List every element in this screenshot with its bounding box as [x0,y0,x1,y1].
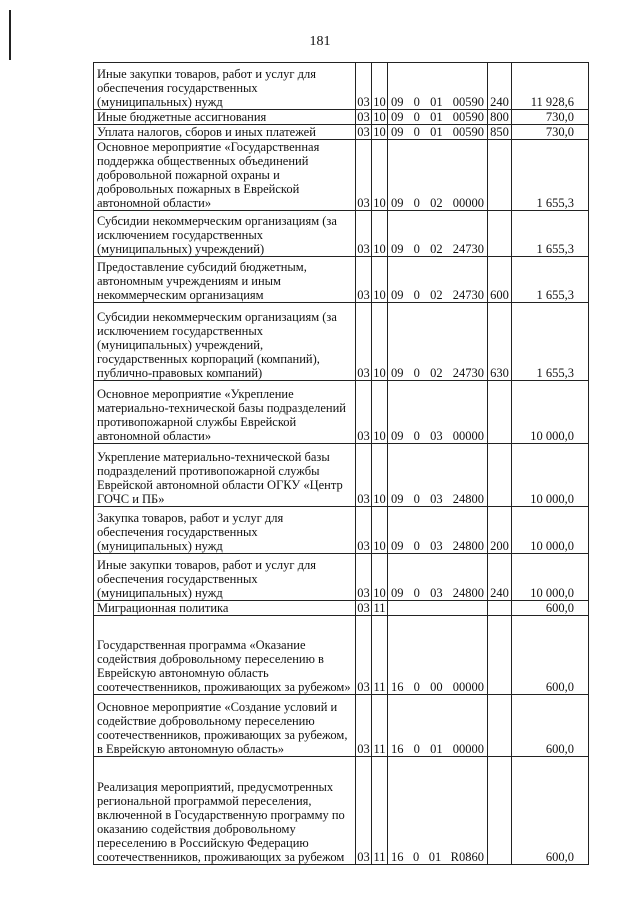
row-amount-text: 730,0 [545,125,574,139]
row-cs-program: 16 [391,680,404,694]
row-vr-text: 240 [490,586,509,600]
row-amount-text: 10 000,0 [530,539,574,553]
row-vr-text: 600 [490,288,509,302]
row-amount [512,381,589,444]
row-cs-program: 09 [391,586,404,600]
row-name-text: Иные бюджетные ассигнования [97,110,267,124]
row-rz [356,695,372,757]
row-vr [488,63,512,110]
row-rz [356,507,372,554]
row-pr-text: 10 [373,539,386,553]
table-row [94,695,589,757]
row-amount [512,601,589,616]
row-cs-direction: 24800 [452,586,484,600]
table-row [94,616,589,695]
row-name-text: Уплата налогов, сборов и иных платежей [97,125,316,139]
row-name-text: Субсидии некоммерческим организациям (за исключением государственных (муниципальных) учреждений) [97,214,337,256]
row-cs-direction: 24800 [452,539,484,553]
table-row [94,507,589,554]
row-vr [488,211,512,257]
row-pr-text: 10 [373,95,386,109]
row-pr [372,616,388,695]
row-rz [356,381,372,444]
row-pr-text: 10 [373,196,386,210]
row-cs-direction: 00590 [452,110,484,124]
row-rz [356,211,372,257]
row-cs-direction: 24730 [452,288,484,302]
row-cs-sub: 0 [413,110,420,124]
row-pr [372,601,388,616]
row-rz [356,63,372,110]
row-cs-event: 03 [430,492,443,506]
row-cs-event: 01 [430,742,443,756]
table-row [94,381,589,444]
row-amount [512,110,589,125]
row-cs-program: 09 [391,95,404,109]
row-cs-program: 09 [391,366,404,380]
row-pr-text: 11 [373,742,386,756]
row-target-code [388,303,488,381]
row-pr-text: 11 [373,680,386,694]
row-vr [488,381,512,444]
row-cs-program: 09 [391,125,404,139]
row-name-text: Основное мероприятие «Укрепление материально-технической базы подразделений противопожарной службы Еврейской автономной области» [97,387,346,443]
row-name [94,507,356,554]
row-rz [356,110,372,125]
row-cs-direction: R0860 [450,850,484,864]
row-cs-event: 03 [430,539,443,553]
row-cs-direction: 24730 [452,242,484,256]
row-target-code [388,125,488,140]
row-name [94,616,356,695]
row-pr [372,381,388,444]
table-row [94,554,589,601]
table-row [94,110,589,125]
row-rz [356,303,372,381]
row-cs-event: 02 [430,196,443,210]
row-rz-text: 03 [357,680,370,694]
row-cs-event: 01 [430,125,443,139]
row-amount-text: 600,0 [545,742,574,756]
row-pr [372,444,388,507]
row-rz-text: 03 [357,742,370,756]
budget-table [93,62,589,865]
table-row [94,140,589,211]
row-target-code [388,616,488,695]
row-amount [512,140,589,211]
row-target-code [388,695,488,757]
row-vr [488,507,512,554]
row-cs-sub: 0 [413,429,420,443]
row-name-text: Иные закупки товаров, работ и услуг для обеспечения государственных (муниципальных) нужд [97,67,317,109]
row-vr-text: 200 [490,539,509,553]
row-pr [372,554,388,601]
row-pr-text: 10 [373,492,386,506]
row-name [94,211,356,257]
table-row [94,601,589,616]
row-name-text: Реализация мероприятий, предусмотренных региональной программой переселения, включенной в Государственную программу по оказанию содействия добровольному переселению в Российскую Федерацию соотечественников, проживающих за рубежом [97,780,345,864]
row-name [94,554,356,601]
row-rz-text: 03 [357,366,370,380]
row-pr [372,695,388,757]
row-cs-sub: 0 [413,242,420,256]
row-name [94,381,356,444]
row-vr [488,110,512,125]
row-vr [488,554,512,601]
row-cs-sub: 0 [413,196,420,210]
row-pr-text: 11 [373,850,386,864]
row-cs-direction: 24730 [452,366,484,380]
row-amount-text: 730,0 [545,110,574,124]
row-rz [356,257,372,303]
table-row [94,757,589,865]
row-name-text: Основное мероприятие «Государственная поддержка общественных объединений добровольной пожарной охраны и добровольных пожарных в Еврейской автономной области» [97,140,320,210]
row-rz [356,616,372,695]
row-rz-text: 03 [357,586,370,600]
row-cs-sub: 0 [413,125,420,139]
row-pr-text: 10 [373,125,386,139]
budget-table-body [94,63,589,865]
row-amount [512,257,589,303]
row-vr-text: 630 [490,366,509,380]
row-pr-text: 11 [373,601,386,615]
row-cs-program: 09 [391,196,404,210]
row-target-code [388,110,488,125]
row-amount [512,444,589,507]
row-amount-text: 600,0 [545,850,574,864]
row-pr-text: 10 [373,288,386,302]
table-row [94,257,589,303]
row-vr [488,303,512,381]
row-cs-sub: 0 [413,539,420,553]
row-cs-program: 09 [391,242,404,256]
row-rz-text: 03 [357,539,370,553]
row-vr-text: 240 [490,95,509,109]
row-target-code [388,601,488,616]
row-cs-program: 09 [391,288,404,302]
row-cs-program: 09 [391,429,404,443]
row-vr [488,601,512,616]
row-cs-direction: 00000 [452,742,484,756]
row-cs-direction: 00000 [452,680,484,694]
row-cs-program: 09 [391,110,404,124]
row-cs-program: 16 [391,742,404,756]
row-name [94,140,356,211]
row-target-code [388,381,488,444]
row-rz [356,140,372,211]
table-row [94,63,589,110]
row-name-text: Предоставление субсидий бюджетным, автономным учреждениям и иным некоммерческим организациям [97,260,307,302]
row-cs-event: 01 [430,110,443,124]
row-name [94,125,356,140]
row-rz [356,554,372,601]
row-pr [372,303,388,381]
row-rz [356,757,372,865]
row-name-text: Субсидии некоммерческим организациям (за исключением государственных (муниципальных) учреждений, государственных корпораций (компаний), публично-правовых компаний) [97,310,337,380]
row-cs-direction: 24800 [452,492,484,506]
row-cs-direction: 00000 [452,429,484,443]
row-rz-text: 03 [357,601,370,615]
row-amount [512,695,589,757]
row-pr [372,63,388,110]
row-cs-event: 03 [430,429,443,443]
row-cs-event: 03 [430,586,443,600]
row-cs-event: 02 [430,288,443,302]
row-target-code [388,63,488,110]
row-rz-text: 03 [357,492,370,506]
row-cs-program: 09 [391,539,404,553]
row-vr-text: 800 [490,110,509,124]
row-target-code [388,507,488,554]
row-rz-text: 03 [357,95,370,109]
row-name [94,601,356,616]
row-pr-text: 10 [373,110,386,124]
row-rz [356,444,372,507]
row-pr-text: 10 [373,586,386,600]
row-amount [512,507,589,554]
row-cs-sub: 0 [413,586,420,600]
row-name [94,63,356,110]
table-row [94,125,589,140]
row-cs-direction: 00590 [452,95,484,109]
row-vr [488,757,512,865]
row-pr-text: 10 [373,242,386,256]
row-amount-text: 600,0 [545,601,574,615]
row-cs-event: 02 [430,366,443,380]
row-amount [512,125,589,140]
row-name [94,757,356,865]
row-cs-sub: 0 [413,742,420,756]
row-amount [512,757,589,865]
row-cs-event: 01 [428,850,442,864]
table-row [94,444,589,507]
row-pr [372,257,388,303]
row-pr [372,507,388,554]
row-name [94,110,356,125]
row-amount [512,554,589,601]
row-amount-text: 1 655,3 [536,242,574,256]
row-cs-event: 00 [430,680,443,694]
row-rz [356,125,372,140]
row-pr [372,757,388,865]
row-amount [512,303,589,381]
row-name [94,444,356,507]
row-amount-text: 11 928,6 [530,95,574,109]
row-cs-program: 09 [391,492,404,506]
row-rz-text: 03 [357,288,370,302]
row-amount-text: 1 655,3 [536,366,574,380]
row-rz-text: 03 [357,110,370,124]
row-vr [488,695,512,757]
row-pr-text: 10 [373,366,386,380]
row-vr [488,444,512,507]
row-target-code [388,211,488,257]
row-cs-direction: 00000 [452,196,484,210]
row-target-code [388,757,488,865]
row-amount [512,211,589,257]
row-amount-text: 10 000,0 [530,429,574,443]
row-cs-sub: 0 [412,850,420,864]
row-rz-text: 03 [357,429,370,443]
row-amount-text: 10 000,0 [530,586,574,600]
row-name-text: Закупка товаров, работ и услуг для обеспечения государственных (муниципальных) нужд [97,511,284,553]
row-name [94,303,356,381]
row-cs-sub: 0 [413,95,420,109]
row-pr [372,211,388,257]
row-vr [488,616,512,695]
row-pr-text: 10 [373,429,386,443]
row-cs-event: 02 [430,242,443,256]
row-target-code [388,444,488,507]
row-amount-text: 10 000,0 [530,492,574,506]
row-vr-text: 850 [490,125,509,139]
row-rz-text: 03 [357,125,370,139]
row-amount-text: 1 655,3 [536,196,574,210]
row-target-code [388,554,488,601]
row-target-code [388,257,488,303]
row-name-text: Укрепление материально-технической базы подразделений противопожарной службы Еврейской автономной области ОГКУ «Центр ГОЧС и ПБ» [97,450,343,506]
row-amount-text: 600,0 [545,680,574,694]
row-rz-text: 03 [357,850,370,864]
row-vr [488,125,512,140]
row-amount-text: 1 655,3 [536,288,574,302]
row-rz-text: 03 [357,196,370,210]
row-cs-program: 16 [391,850,404,864]
row-pr [372,140,388,211]
row-cs-sub: 0 [413,680,420,694]
row-vr [488,140,512,211]
row-rz [356,601,372,616]
row-cs-direction: 00590 [452,125,484,139]
row-amount [512,616,589,695]
page-number: 181 [309,34,331,49]
row-name [94,257,356,303]
table-row [94,303,589,381]
row-target-code [388,140,488,211]
row-cs-sub: 0 [413,492,420,506]
row-name-text: Миграционная политика [97,601,229,615]
row-name [94,695,356,757]
row-cs-event: 01 [430,95,443,109]
row-name-text: Основное мероприятие «Создание условий и содействие добровольному переселению соотечественников, проживающих за рубежом, в Еврейскую автономную область» [97,700,348,756]
row-rz-text: 03 [357,242,370,256]
row-cs-sub: 0 [413,288,420,302]
row-name-text: Иные закупки товаров, работ и услуг для обеспечения государственных (муниципальных) нужд [97,558,317,600]
row-amount [512,63,589,110]
row-pr [372,125,388,140]
row-name-text: Государственная программа «Оказание содействия добровольному переселению в Еврейскую автономную область соотечественников, проживающих за рубежом» [97,638,351,694]
row-vr [488,257,512,303]
row-pr [372,110,388,125]
table-row [94,211,589,257]
row-cs-sub: 0 [413,366,420,380]
